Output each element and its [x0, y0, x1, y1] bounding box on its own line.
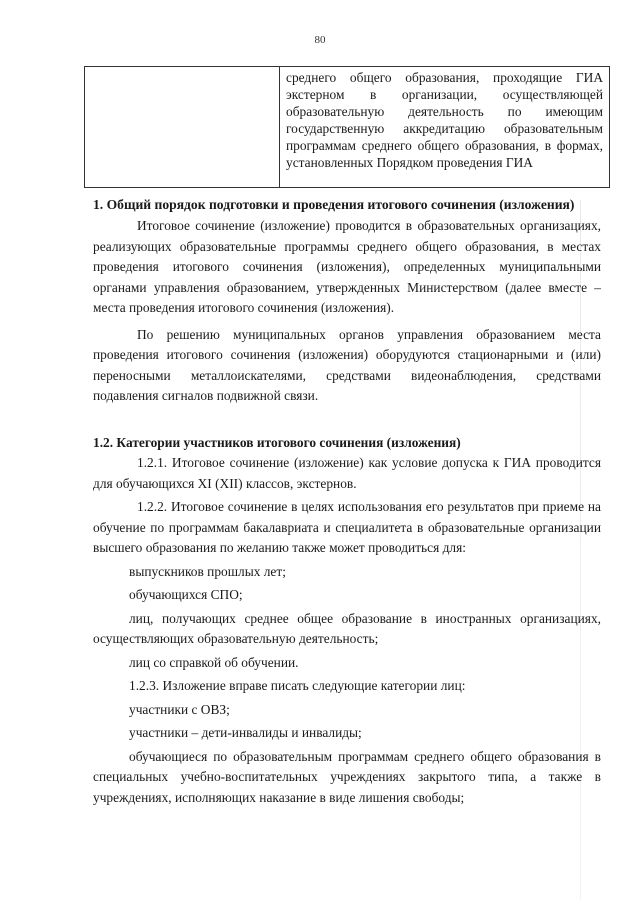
list-item: выпускников прошлых лет;	[129, 563, 286, 579]
table-right-cell: среднего общего образования, проходящие ГИА экстерном в организации, осуществляющей образовательную деятельность по имеющим государственную аккредитацию образовательным программам среднего общего образования, в формах, установленных Порядком проведения ГИА	[286, 70, 603, 170]
section-1-2-heading: 1.2. Категории участников итогового сочинения (изложения)	[93, 434, 461, 450]
document-body	[93, 196, 601, 808]
list-item: участники – дети-инвалиды и инвалиды;	[129, 725, 362, 740]
table-column-divider	[279, 67, 280, 187]
list-item: участники с ОВЗ;	[129, 701, 230, 717]
section-1-paragraph: Итоговое сочинение (изложение) проводится в образовательных организациях, реализующих образовательные программы среднего общего образования, в местах проведения итогового сочинения (изложения), определенных муниципальными органами управления образованием, утвержденных Министерством (далее вместе – места проведения итогового сочинения (изложения).	[93, 218, 601, 315]
section-1-heading: 1. Общий порядок подготовки и проведения итогового сочинения (изложения)	[93, 197, 575, 212]
paragraph-1-2-1: 1.2.1. Итоговое сочинение (изложение) как условие допуска к ГИА проводится для обучающихся XI (XII) классов, экстернов.	[93, 455, 601, 491]
section-1-paragraph: По решению муниципальных органов управления образованием места проведения итогового сочинения (изложения) оборудуются стационарными и (или) переносными металлоискателями, средствами видеонаблюдения, средствами подавления сигналов подвижной связи.	[93, 326, 601, 403]
list-item: обучающиеся по образовательным программам среднего общего образования в специальных учебно-воспитательных учреждениях закрытого типа, а также в учреждениях, исполняющих наказание в виде лишения свободы;	[93, 748, 601, 805]
continuation-table	[84, 66, 610, 188]
list-item: обучающихся СПО;	[129, 587, 243, 602]
paragraph-1-2-2: 1.2.2. Итоговое сочинение в целях использования его результатов при приеме на обучение по программам бакалавриата и специалитета в образовательные организации высшего образования по желанию также может проводиться для:	[93, 499, 601, 555]
paragraph-1-2-3: 1.2.3. Изложение вправе писать следующие категории лиц:	[129, 678, 466, 693]
list-item: лиц, получающих среднее общее образование в иностранных организациях, осуществляющих образовательную деятельность;	[93, 610, 601, 646]
list-item: лиц со справкой об обучении.	[129, 654, 299, 670]
page-number: 80	[314, 34, 326, 46]
